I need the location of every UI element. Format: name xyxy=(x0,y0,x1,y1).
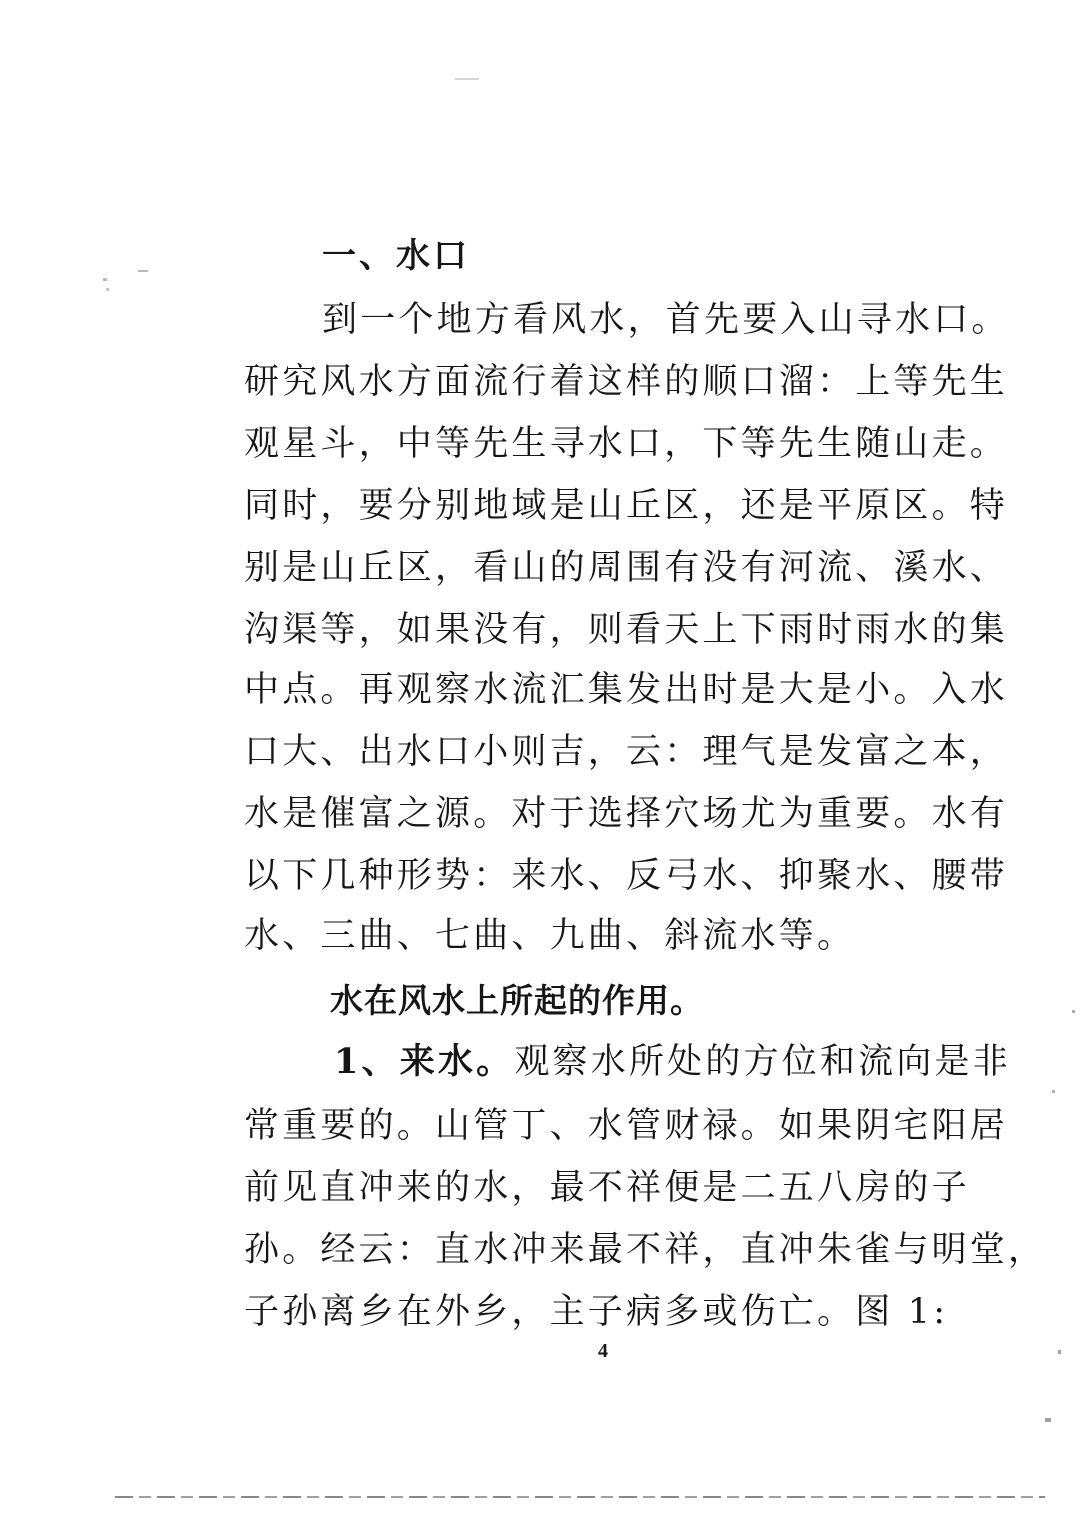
paragraph-line: 水、三曲、七曲、九曲、斜流水等。 xyxy=(244,916,856,956)
scan-speck xyxy=(1058,1350,1061,1354)
paragraph-line: 到一个地方看风水，首先要入山寻水口。 xyxy=(322,300,1010,340)
paragraph-line: 以下几种形势：来水、反弓水、抑聚水、腰带 xyxy=(244,856,1009,896)
scan-speck xyxy=(455,78,479,80)
paragraph-line: 研究风水方面流行着这样的顺口溜：上等先生 xyxy=(244,362,1009,402)
item-label: 1、来水。 xyxy=(334,1041,515,1082)
paragraph-line: 孙。经云：直水冲来最不祥，直冲朱雀与明堂， xyxy=(244,1230,1047,1270)
paragraph-line: 同时，要分别地域是山丘区，还是平原区。特 xyxy=(244,486,1009,526)
paragraph-line: 中点。再观察水流汇集发出时是大是小。入水 xyxy=(244,670,1009,710)
paragraph-line: 观星斗，中等先生寻水口，下等先生随山走。 xyxy=(244,424,1009,464)
scan-speck xyxy=(1052,1090,1055,1093)
paragraph-line: 水是催富之源。对于选择穴场尤为重要。水有 xyxy=(244,794,1009,834)
paragraph-line: 子孙离乡在外乡，主子病多或伤亡。图 1: xyxy=(244,1292,949,1332)
scan-speck xyxy=(103,278,107,281)
item-text: 观察水所处的方位和流向是非 xyxy=(514,1042,1011,1082)
page-number: 4 xyxy=(598,1340,608,1362)
section-heading: 一、水口 xyxy=(322,236,470,276)
scan-speck xyxy=(1072,1010,1075,1013)
paragraph-line: 常重要的。山管丁、水管财禄。如果阴宅阳居 xyxy=(244,1106,1009,1146)
item-first-line xyxy=(334,1040,1011,1084)
subsection-heading: 水在风水上所起的作用。 xyxy=(330,981,704,1020)
paragraph-line: 沟渠等，如果没有，则看天上下雨时雨水的集 xyxy=(244,610,1009,650)
paragraph-line: 前见直冲来的水，最不祥便是二五八房的子 xyxy=(244,1168,970,1208)
scan-speck xyxy=(138,270,148,272)
paragraph-line: 口大、出水口小则吉，云：理气是发富之本， xyxy=(244,732,1009,772)
scan-bottom-edge xyxy=(115,1496,1045,1498)
paragraph-line: 别是山丘区，看山的周围有没有河流、溪水、 xyxy=(244,548,1009,588)
scan-speck xyxy=(1045,1418,1051,1422)
scan-speck xyxy=(106,288,109,291)
